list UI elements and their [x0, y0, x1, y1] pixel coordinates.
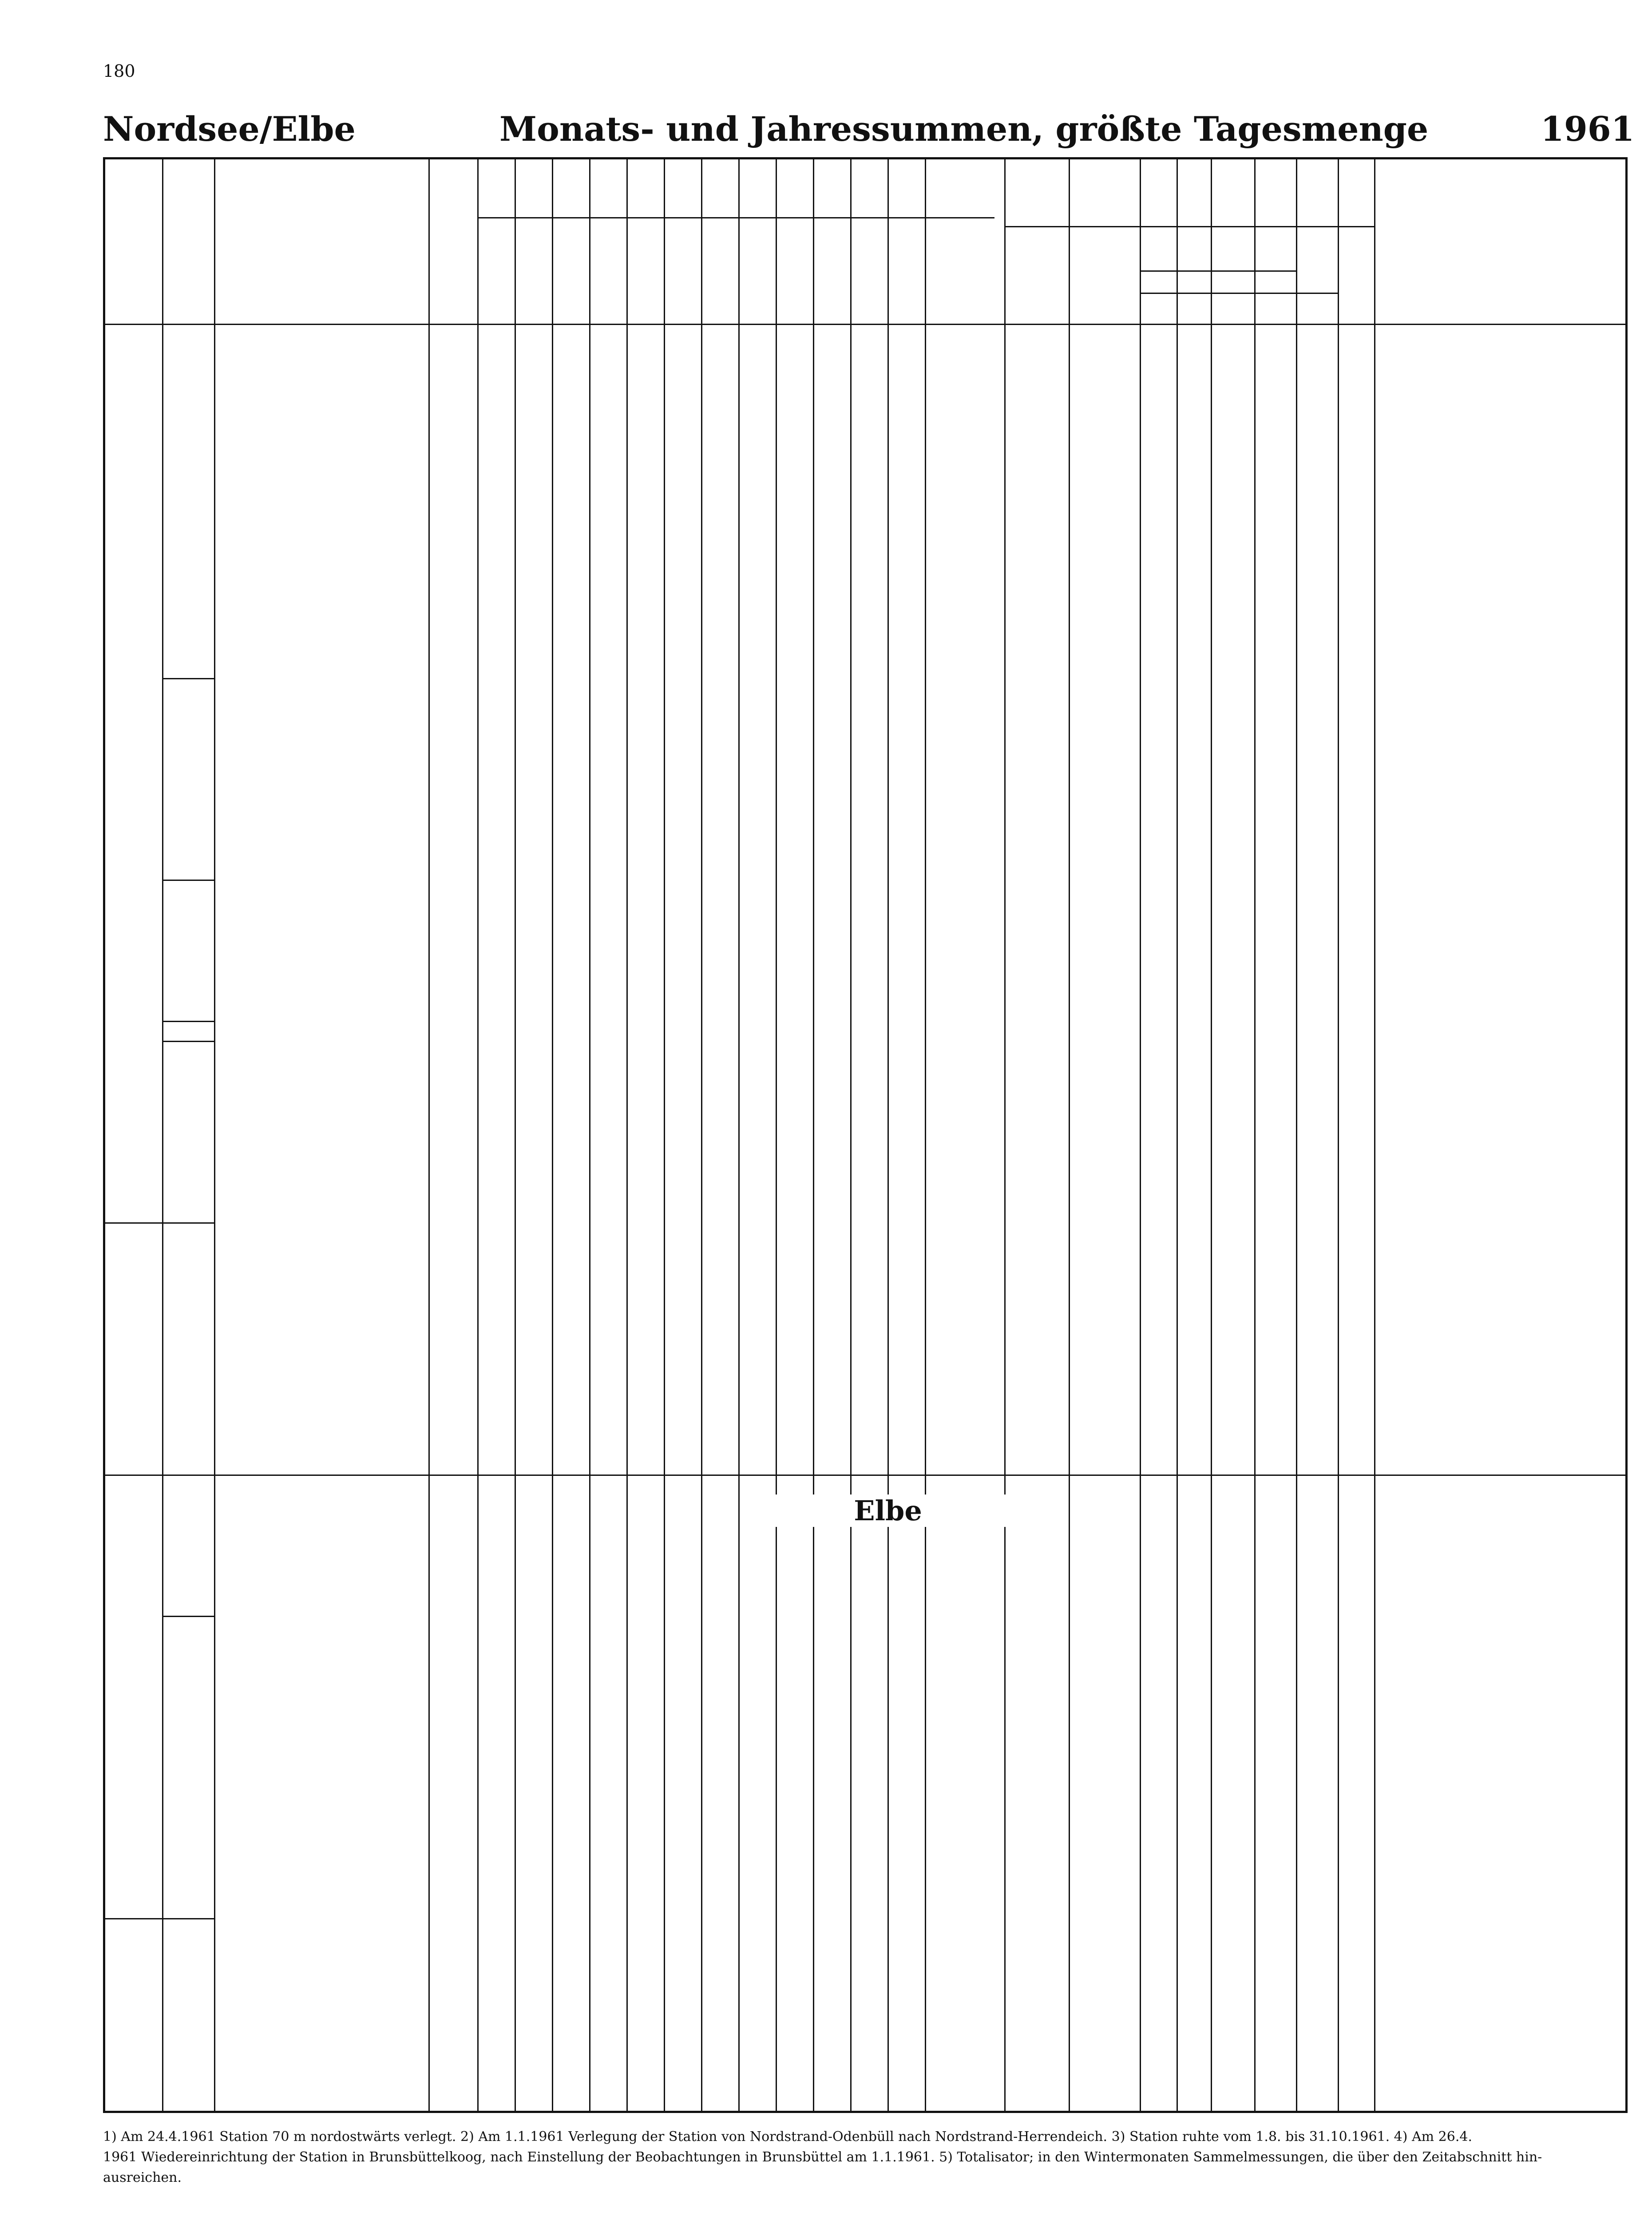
basin-label — [177, 1224, 199, 1466]
column-rule — [515, 159, 516, 2111]
group-rule — [162, 1041, 214, 1042]
column-rule — [850, 159, 852, 2111]
precipitation-table — [103, 157, 1628, 2113]
header-rule — [477, 217, 994, 218]
group-rule — [162, 1222, 214, 1224]
basin-label — [177, 1043, 199, 1224]
group-rule — [162, 1616, 214, 1617]
column-rule — [1296, 159, 1297, 2111]
column-rule — [1374, 159, 1375, 2111]
column-rule — [1177, 159, 1178, 2111]
column-rule — [552, 159, 553, 2111]
group-rule — [162, 880, 214, 881]
region-heading: Nordsee/Elbe — [103, 109, 356, 149]
basin-label — [123, 1557, 145, 1919]
group-rule — [162, 1021, 214, 1022]
footnotes — [103, 2127, 1628, 2188]
column-rule — [1069, 159, 1070, 2111]
column-rule — [162, 159, 163, 2111]
page-title: Monats- und Jahressummen, größte Tagesmenge — [499, 109, 1429, 149]
column-rule — [925, 159, 926, 2111]
header-rule — [1140, 293, 1338, 294]
header-rule — [1140, 226, 1374, 227]
basin-label — [177, 1920, 199, 2061]
basin-label — [177, 1617, 199, 1920]
column-rule — [589, 159, 590, 2111]
column-rule — [477, 159, 479, 2111]
basin-label — [177, 1557, 199, 1617]
basin-label — [177, 881, 199, 1023]
group-rule — [105, 1222, 162, 1224]
column-rule — [1004, 159, 1006, 2111]
column-rule — [701, 159, 702, 2111]
column-rule — [626, 159, 628, 2111]
page-number: 180 — [103, 61, 135, 81]
column-rule — [1140, 159, 1141, 2111]
basin-label — [123, 337, 145, 1224]
header-rule — [1140, 270, 1296, 272]
footnote-line: ausreichen. — [103, 2170, 182, 2185]
column-rule — [1254, 159, 1256, 2111]
column-rule — [887, 159, 889, 2111]
group-rule — [105, 1918, 162, 1919]
basin-label — [177, 680, 199, 881]
group-rule — [162, 1918, 214, 1919]
column-rule — [664, 159, 665, 2111]
header-rule — [105, 324, 1625, 325]
footnote-line: 1961 Wiedereinrichtung der Station in Brunsbüttelkoog, nach Einstellung der Beobachtungen in Brunsbüttel am 1.1.1961. 5) Totalisator; in den Wintermonaten Sammelmessungen, die über den Zeitabschnitt hin- — [103, 2149, 1542, 2165]
elbe-section-title: Elbe — [755, 1495, 1021, 1527]
column-rule — [776, 159, 777, 2111]
column-rule — [428, 159, 430, 2111]
column-rule — [813, 159, 814, 2111]
column-rule — [738, 159, 740, 2111]
column-rule — [1211, 159, 1212, 2111]
basin-label — [123, 1920, 145, 2061]
group-rule — [162, 678, 214, 679]
section-rule — [105, 1475, 1625, 1476]
header-rule — [1004, 226, 1140, 227]
column-rule — [1338, 159, 1339, 2111]
column-rule — [214, 159, 215, 2111]
basin-label — [177, 337, 199, 680]
footnote-line: 1) Am 24.4.1961 Station 70 m nordostwärts verlegt. 2) Am 1.1.1961 Verlegung der Station von Nordstrand-Odenbüll nach Nordstrand-Herrendeich. 3) Station ruhte vom 1.8. bis 31.10.1961. 4) Am 26.4. — [103, 2129, 1472, 2145]
year-heading: 1961 — [1541, 109, 1635, 149]
